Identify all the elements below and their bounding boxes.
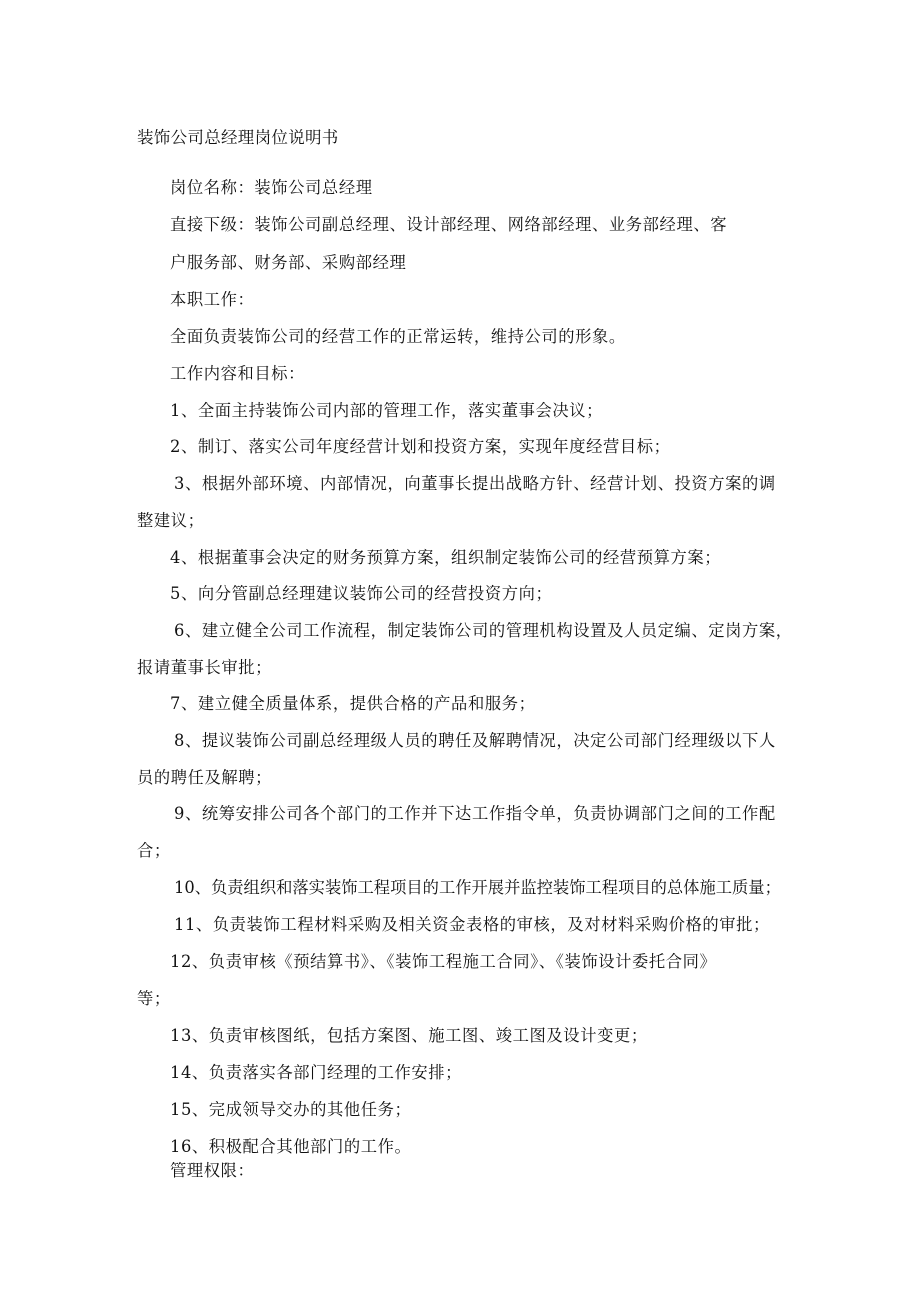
subordinates-line-2: 户服务部、财务部、采购部经理 xyxy=(170,253,407,272)
list-item: 16、积极配合其他部门的工作。 xyxy=(170,1137,412,1156)
list-item-continuation: 报请董事长审批； xyxy=(137,658,273,677)
duty-text: 全面负责装饰公司的经营工作的正常运转，维持公司的形象。 xyxy=(170,327,626,346)
list-item: 13、负责审核图纸，包括方案图、施工图、竣工图及设计变更； xyxy=(170,1026,648,1045)
list-item: 3、根据外部环境、内部情况，向董事长提出战略方针、经营计划、投资方案的调 xyxy=(174,474,776,493)
list-item-continuation: 等； xyxy=(137,989,171,1008)
subordinates-line-1: 直接下级：装饰公司副总经理、设计部经理、网络部经理、业务部经理、客 xyxy=(170,215,728,234)
authority-heading: 管理权限： xyxy=(170,1161,255,1180)
list-item: 4、根据董事会决定的财务预算方案，组织制定装饰公司的经营预算方案； xyxy=(170,548,722,567)
list-item: 12、负责审核《预结算书》、《装饰工程施工合同》、《装饰设计委托合同》 xyxy=(170,952,717,971)
list-item: 8、提议装饰公司副总经理级人员的聘任及解聘情况，决定公司部门经理级以下人 xyxy=(174,731,776,750)
list-item-continuation: 合； xyxy=(137,841,171,860)
list-item: 2、制订、落实公司年度经营计划和投资方案，实现年度经营目标； xyxy=(170,437,671,456)
list-item: 6、建立健全公司工作流程，制定装饰公司的管理机构设置及人员定编、定岗方案， xyxy=(174,621,793,640)
list-item: 14、负责落实各部门经理的工作安排； xyxy=(170,1063,463,1082)
content-heading: 工作内容和目标： xyxy=(170,364,306,383)
list-item: 5、向分管副总经理建议装饰公司的经营投资方向； xyxy=(170,584,553,603)
position-name: 岗位名称：装饰公司总经理 xyxy=(170,178,373,197)
list-item-continuation: 员的聘任及解聘； xyxy=(137,768,273,787)
list-item: 15、完成领导交办的其他任务； xyxy=(170,1100,412,1119)
list-item: 7、建立健全质量体系，提供合格的产品和服务； xyxy=(170,694,536,713)
document-title: 装饰公司总经理岗位说明书 xyxy=(137,128,339,147)
list-item: 9、统筹安排公司各个部门的工作并下达工作指令单，负责协调部门之间的工作配 xyxy=(174,804,776,823)
list-item: 1、全面主持装饰公司内部的管理工作，落实董事会决议； xyxy=(170,401,603,420)
list-item: 11、负责装饰工程材料采购及相关资金表格的审核，及对材料采购价格的审批； xyxy=(174,915,770,934)
list-item-continuation: 整建议； xyxy=(137,511,205,530)
list-item: 10、负责组织和落实装饰工程项目的工作开展并监控装饰工程项目的总体施工质量； xyxy=(174,878,781,897)
duty-heading: 本职工作： xyxy=(170,290,255,309)
